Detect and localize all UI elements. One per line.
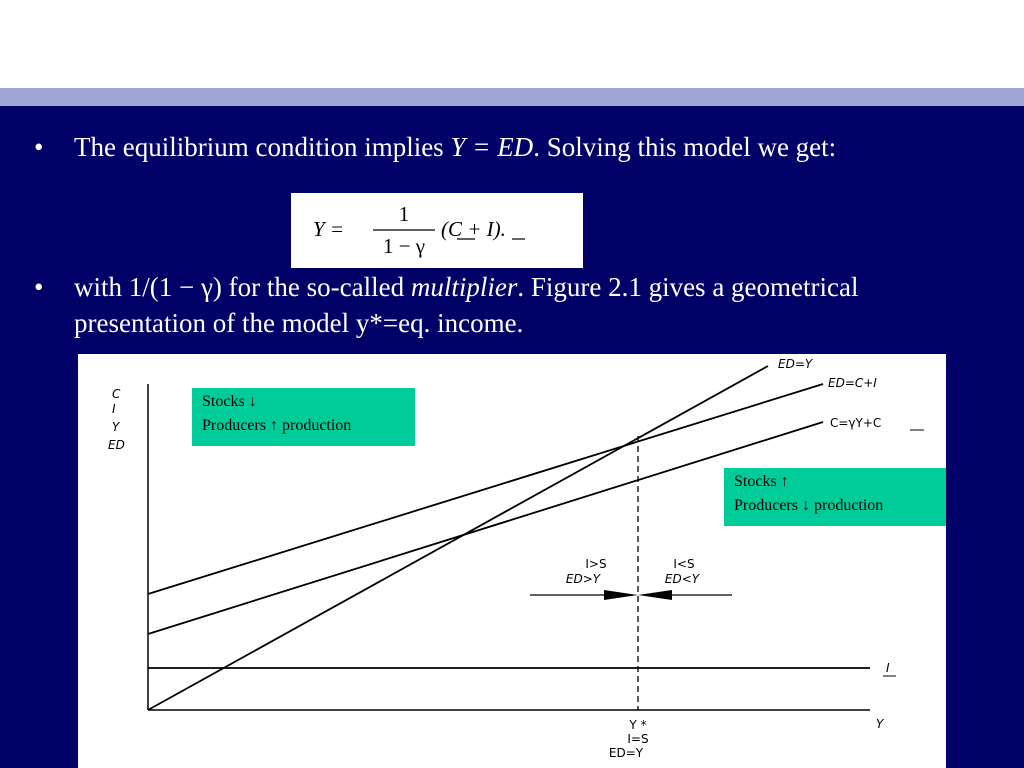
- left-region-label-2: ED>Y: [565, 572, 601, 586]
- arrow-left-head: [638, 590, 672, 600]
- bullet-marker: •: [34, 272, 44, 302]
- bullet-marker: •: [34, 132, 44, 162]
- y-axis-label-ed: ED: [108, 438, 125, 452]
- slide-header-area: [0, 0, 1024, 88]
- x-axis-label: Y: [876, 717, 884, 731]
- equation-denominator: 1 − γ: [382, 234, 426, 258]
- right-region-label-1: I<S: [673, 557, 695, 571]
- callout-stocks-down-line-1: Stocks ↓: [202, 393, 257, 410]
- bullet-1-text: The equilibrium condition implies Y = ED. Solving this model we get:: [74, 132, 837, 162]
- callout-stocks-up-line-2: Producers ↓ production: [734, 497, 884, 514]
- equation-lhs: Y =: [313, 217, 345, 241]
- label-ed-c-plus-i: ED=C+I: [828, 376, 877, 390]
- right-region-label-2: ED<Y: [664, 572, 700, 586]
- keynesian-cross-figure: [78, 354, 946, 768]
- callout-stocks-down: [192, 388, 415, 446]
- equation-numerator: 1: [398, 202, 410, 226]
- y-axis-label-c: C: [112, 387, 121, 401]
- equilibrium-i-equals-s: I=S: [627, 732, 649, 746]
- y-axis-label-i: I: [112, 402, 116, 416]
- label-consumption: C=γY+C: [830, 416, 882, 430]
- left-region-label-1: I>S: [585, 557, 607, 571]
- line-consumption: [148, 422, 823, 634]
- callout-stocks-down-line-2: Producers ↑ production: [202, 417, 352, 434]
- y-axis-label-y: Y: [112, 420, 120, 434]
- equilibrium-ed-equals-y: ED=Y: [608, 746, 644, 760]
- equation-rhs: (C + I).: [441, 217, 506, 241]
- callout-stocks-up-line-1: Stocks ↑: [734, 473, 789, 490]
- equilibrium-y-star: Y *: [629, 718, 647, 732]
- label-ed-equals-y: ED=Y: [778, 357, 813, 371]
- bullet-2-text: with 1/(1 − γ) for the so-called multiplier. Figure 2.1 gives a geometrical presentation of the model y*=eq. income.: [74, 272, 859, 338]
- equation-image: [291, 193, 583, 268]
- header-stripe: [0, 88, 1024, 106]
- label-investment: I: [886, 661, 890, 675]
- arrow-right-head: [604, 590, 638, 600]
- callout-stocks-up: [724, 468, 946, 526]
